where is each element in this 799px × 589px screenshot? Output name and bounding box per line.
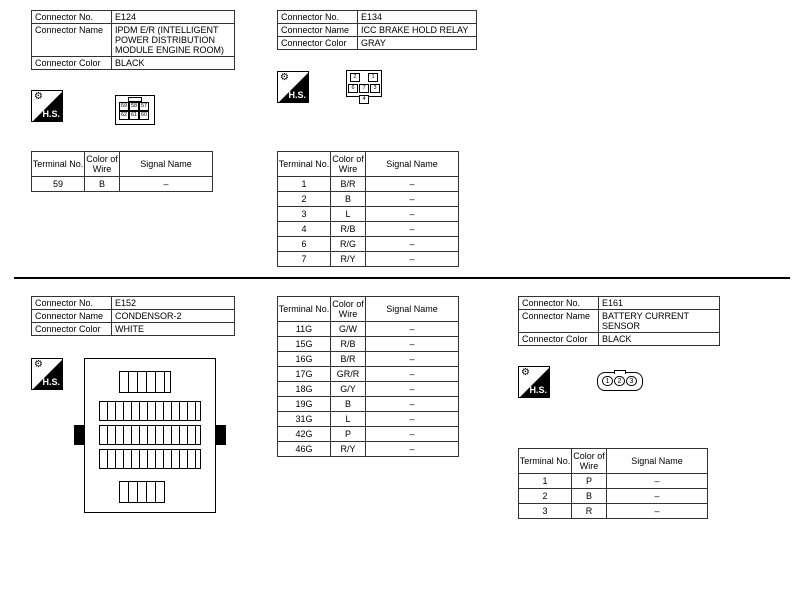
connector-name: ICC BRAKE HOLD RELAY	[358, 24, 477, 37]
table-row: 46G R/Y –	[278, 442, 459, 457]
pin: 58	[130, 103, 138, 109]
table-row: 2 B –	[278, 192, 459, 207]
connector-no: E161	[599, 297, 720, 310]
table-row: 11G G/W –	[278, 322, 459, 337]
col-signal: Signal Name	[607, 449, 708, 474]
col-color: Color of Wire	[572, 449, 607, 474]
pin: 57	[140, 103, 148, 109]
connector-face-e124	[115, 95, 155, 125]
label: Connector No.	[278, 11, 358, 24]
terminal-table-e152	[277, 296, 459, 457]
connector-no: E134	[358, 11, 477, 24]
col-signal: Signal Name	[120, 152, 213, 177]
terminal-table-e134	[277, 151, 459, 267]
connector-face-e134	[344, 70, 384, 106]
pin: 4	[359, 95, 369, 104]
label: Connector Name	[32, 24, 112, 57]
terminal-table-e124	[31, 151, 213, 192]
connector-name: IPDM E/R (INTELLIGENT POWER DISTRIBUTION MODULE ENGINE ROOM)	[112, 24, 235, 57]
pin: 3	[370, 84, 380, 93]
connector-info-e124	[31, 10, 235, 70]
connector-no: E124	[112, 11, 235, 24]
connector-no: E152	[112, 297, 235, 310]
col-signal: Signal Name	[366, 152, 459, 177]
label: Connector Name	[278, 24, 358, 37]
pin: 62	[120, 112, 128, 118]
label: Connector No.	[32, 297, 112, 310]
pin: 6	[348, 84, 358, 93]
connector-name: BATTERY CURRENT SENSOR	[599, 310, 720, 333]
label: Connector No.	[32, 11, 112, 24]
label: Connector Color	[32, 323, 112, 336]
col-signal: Signal Name	[366, 297, 459, 322]
table-row: 42G P –	[278, 427, 459, 442]
table-row: 1 P –	[519, 474, 708, 489]
hs-icon: ⚙ H.S.	[31, 90, 63, 122]
table-row: 16G B/R –	[278, 352, 459, 367]
table-row: 3 R –	[519, 504, 708, 519]
connector-face-e152	[84, 358, 216, 513]
table-row: 19G B –	[278, 397, 459, 412]
pin: 2	[614, 376, 625, 386]
label: Connector Name	[32, 310, 112, 323]
table-row: 18G G/Y –	[278, 382, 459, 397]
pin: 61	[130, 112, 138, 118]
connector-info-e161	[518, 296, 720, 346]
table-row: 15G R/B –	[278, 337, 459, 352]
col-terminal: Terminal No.	[278, 152, 331, 177]
col-color: Color of Wire	[331, 152, 366, 177]
table-row: 31G L –	[278, 412, 459, 427]
col-terminal: Terminal No.	[278, 297, 331, 322]
connector-color: GRAY	[358, 37, 477, 50]
connector-info-e152	[31, 296, 235, 336]
pin: 1	[602, 376, 613, 386]
connector-color: BLACK	[112, 57, 235, 70]
pin: 2	[350, 73, 360, 82]
pin: 59	[120, 103, 128, 109]
label: Connector No.	[519, 297, 599, 310]
table-row: 6 R/G –	[278, 237, 459, 252]
label: Connector Color	[278, 37, 358, 50]
label: Connector Name	[519, 310, 599, 333]
hs-icon: ⚙ H.S.	[277, 71, 309, 103]
connector-info-e134	[277, 10, 477, 50]
connector-color: WHITE	[112, 323, 235, 336]
hs-icon: ⚙ H.S.	[518, 366, 550, 398]
table-row: 1 B/R –	[278, 177, 459, 192]
col-terminal: Terminal No.	[519, 449, 572, 474]
pin: 3	[626, 376, 637, 386]
col-terminal: Terminal No.	[32, 152, 85, 177]
table-row: 7 R/Y –	[278, 252, 459, 267]
pin: 7	[359, 84, 369, 93]
hs-icon: ⚙ H.S.	[31, 358, 63, 390]
connector-face-e161	[597, 372, 643, 391]
connector-name: CONDENSOR-2	[112, 310, 235, 323]
table-row: 17G GR/R –	[278, 367, 459, 382]
col-color: Color of Wire	[85, 152, 120, 177]
connector-color: BLACK	[599, 333, 720, 346]
section-divider	[14, 277, 790, 279]
table-row: 59 B –	[32, 177, 213, 192]
terminal-table-e161	[518, 448, 708, 519]
pin: 60	[140, 112, 148, 118]
label: Connector Color	[519, 333, 599, 346]
table-row: 3 L –	[278, 207, 459, 222]
col-color: Color of Wire	[331, 297, 366, 322]
pin: 1	[368, 73, 378, 82]
table-row: 2 B –	[519, 489, 708, 504]
label: Connector Color	[32, 57, 112, 70]
table-row: 4 R/B –	[278, 222, 459, 237]
